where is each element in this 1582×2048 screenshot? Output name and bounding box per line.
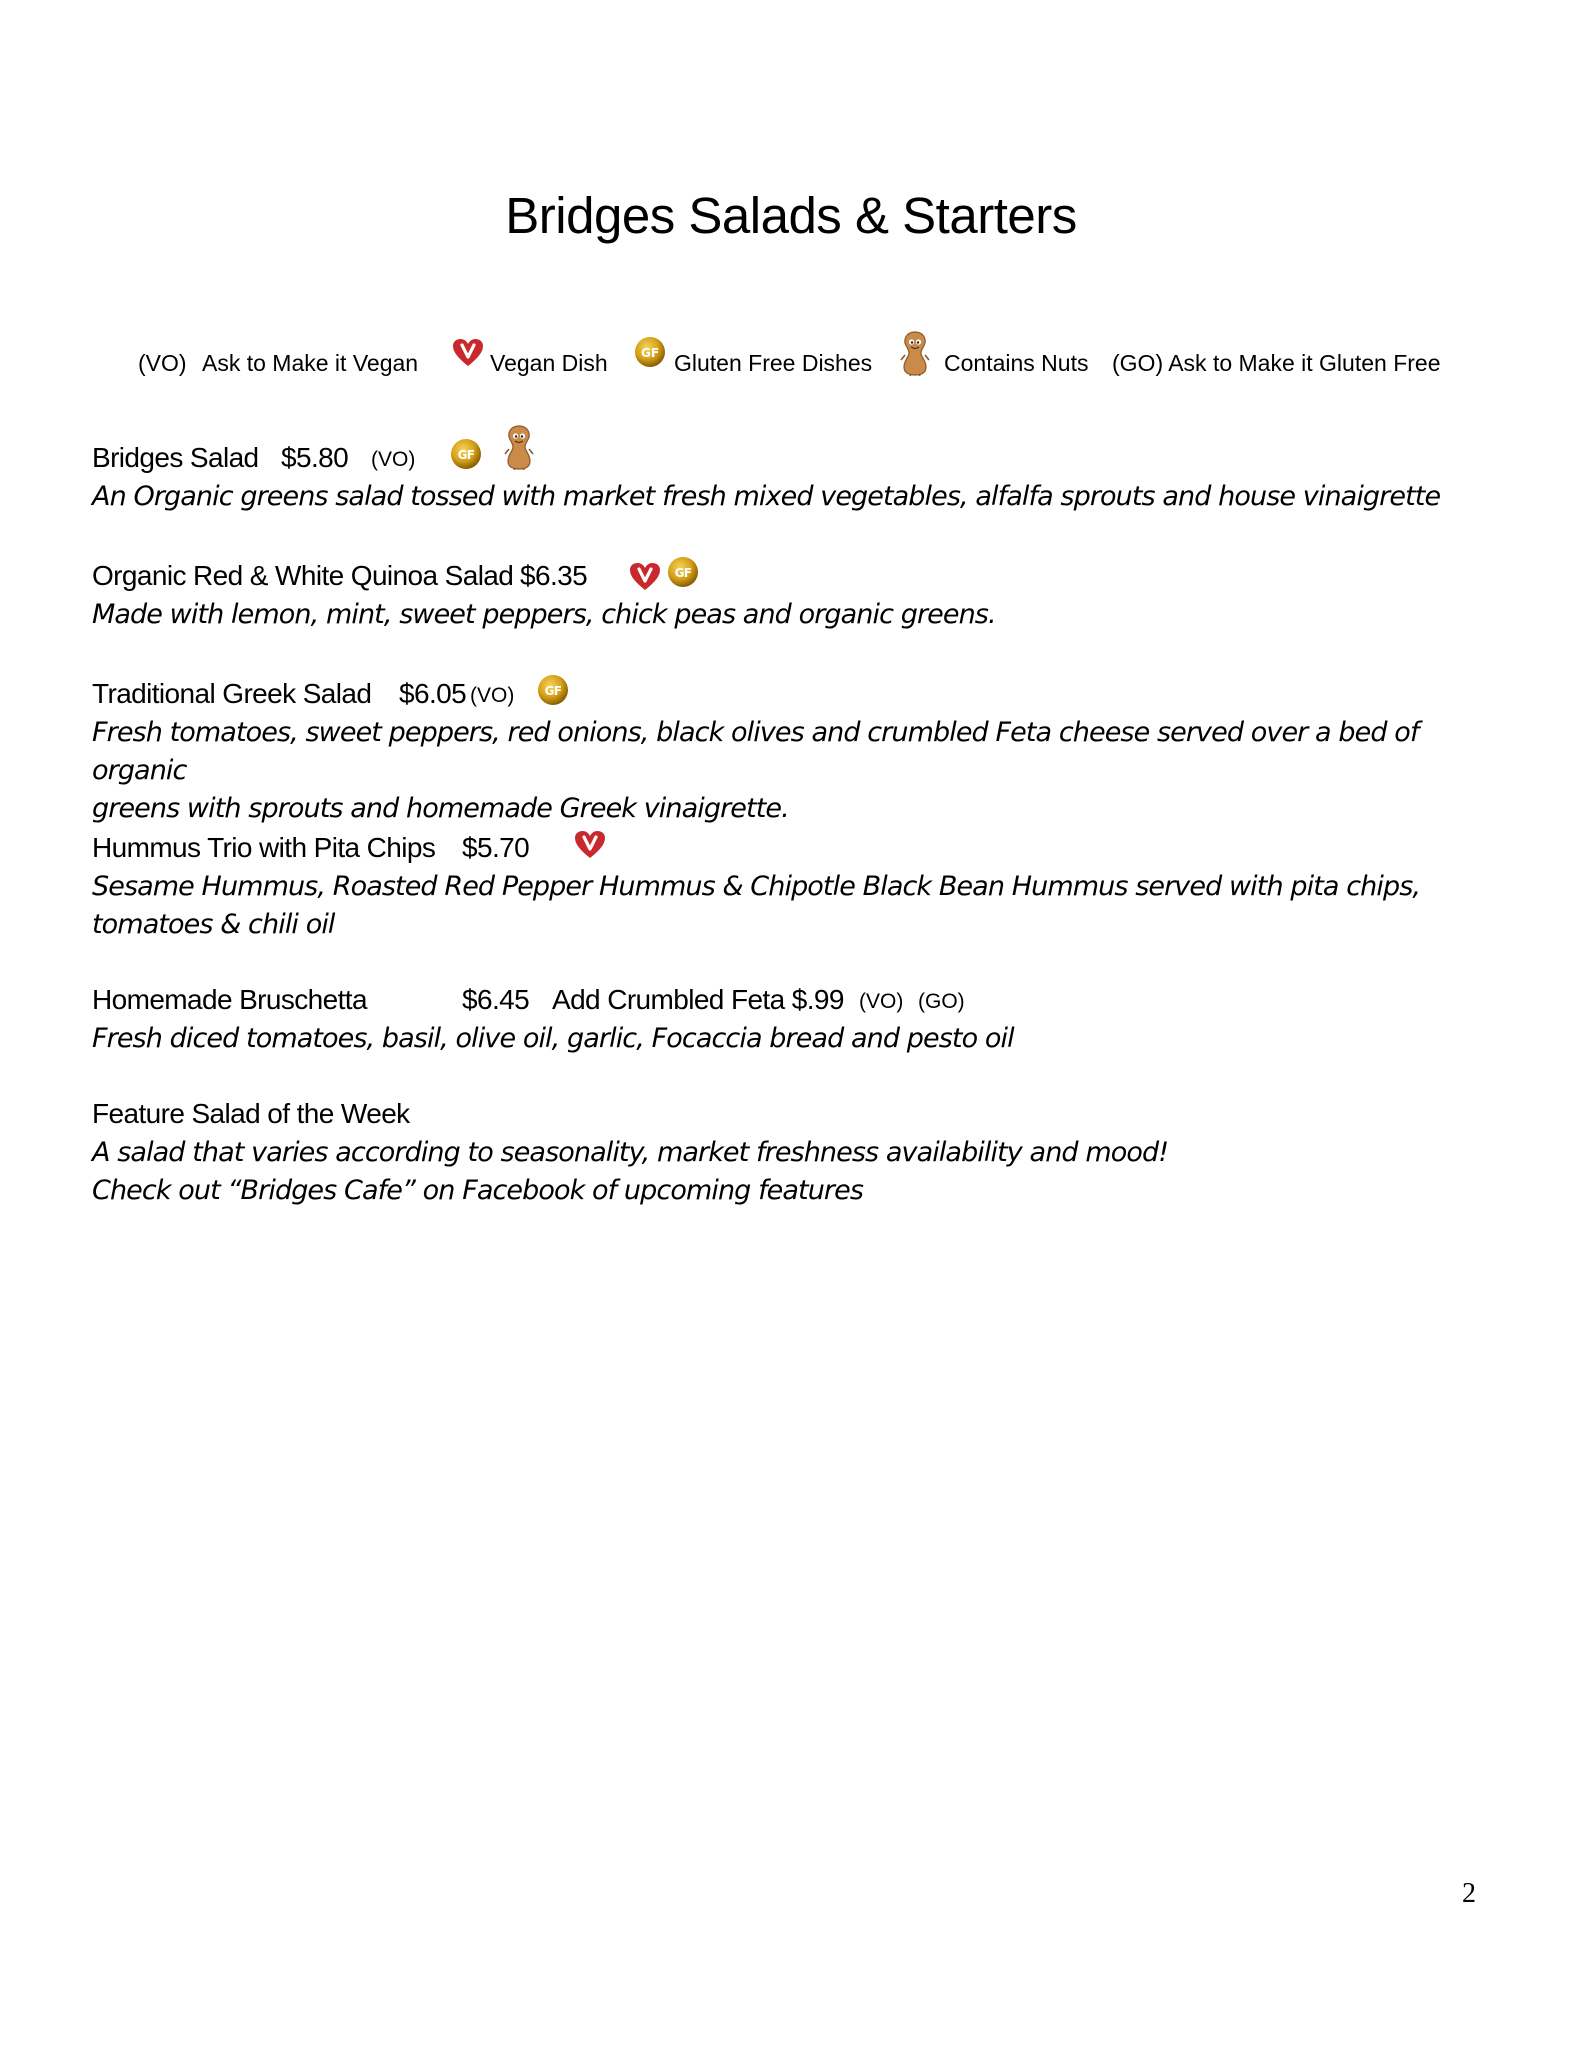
legend-vo-text: Ask to Make it Vegan xyxy=(202,350,419,376)
vegan-heart-icon xyxy=(574,830,606,867)
menu-item-quinoa-salad xyxy=(92,556,1512,634)
menu-item-bruschetta xyxy=(92,980,1512,1058)
legend-go-text: (GO) Ask to Make it Gluten Free xyxy=(1112,350,1441,376)
gf-badge-label: GF xyxy=(457,448,475,462)
legend-gf-text: Gluten Free Dishes xyxy=(674,350,873,376)
menu-item-hummus-trio xyxy=(92,828,1512,944)
item-description-line: A salad that varies according to seasonality, market freshness availability and mood! xyxy=(92,1137,1169,1168)
item-tag-go: (GO) xyxy=(918,990,965,1013)
vegan-heart-icon xyxy=(629,562,661,599)
gluten-free-badge-icon xyxy=(450,438,482,477)
page-number: 2 xyxy=(1462,1878,1476,1909)
item-price: $6.45 xyxy=(462,984,530,1015)
peanut-icon xyxy=(900,330,930,382)
gf-badge-label: GF xyxy=(674,566,692,580)
item-name: Bridges Salad xyxy=(92,442,259,473)
item-tag-vo: (VO) xyxy=(470,684,515,707)
gluten-free-badge-icon xyxy=(537,674,569,713)
item-description-line: greens with sprouts and homemade Greek vinaigrette. xyxy=(92,793,789,824)
item-price: $5.80 xyxy=(281,442,349,473)
menu-item-greek-salad xyxy=(92,674,1512,828)
item-name: Organic Red & White Quinoa Salad xyxy=(92,560,514,591)
item-tag-vo: (VO) xyxy=(371,448,416,471)
item-price: $5.70 xyxy=(462,832,530,863)
item-price: $6.35 xyxy=(520,560,588,591)
item-description-line: tomatoes & chili oil xyxy=(92,909,335,940)
gf-badge-label: GF xyxy=(640,346,660,360)
item-tag-vo: (VO) xyxy=(859,990,904,1013)
menu-item-bridges-salad xyxy=(92,438,1512,516)
item-description-line: Fresh tomatoes, sweet peppers, red onions, black olives and crumbled Feta cheese served over a bed of organic xyxy=(92,717,1419,786)
item-name: Homemade Bruschetta xyxy=(92,984,367,1015)
gluten-free-badge-icon xyxy=(667,556,699,595)
item-description-line: Sesame Hummus, Roasted Red Pepper Hummus & Chipotle Black Bean Hummus served with pita chips, xyxy=(92,871,1421,902)
item-name: Hummus Trio with Pita Chips xyxy=(92,832,436,863)
peanut-icon xyxy=(504,424,534,477)
legend-vegan-text: Vegan Dish xyxy=(490,350,608,376)
item-description: Fresh diced tomatoes, basil, olive oil, garlic, Focaccia bread and pesto oil xyxy=(92,1023,1014,1054)
gluten-free-badge-icon xyxy=(634,336,666,374)
vegan-heart-icon xyxy=(452,338,484,374)
item-addon: Add Crumbled Feta $.99 xyxy=(552,984,844,1015)
item-price: $6.05 xyxy=(399,678,467,709)
item-description-line: Check out “Bridges Cafe” on Facebook of upcoming features xyxy=(92,1175,864,1206)
legend-nuts-text: Contains Nuts xyxy=(944,350,1089,376)
item-name: Feature Salad of the Week xyxy=(92,1098,410,1129)
item-name: Traditional Greek Salad xyxy=(92,678,372,709)
menu-item-feature-salad xyxy=(92,1094,1512,1210)
item-description: Made with lemon, mint, sweet peppers, chick peas and organic greens. xyxy=(92,599,996,630)
page-title: Bridges Salads & Starters xyxy=(505,187,1077,244)
gf-badge-label: GF xyxy=(544,684,562,698)
item-description: An Organic greens salad tossed with market fresh mixed vegetables, alfalfa sprouts and house vinaigrette xyxy=(92,481,1441,512)
legend-vo-code: (VO) xyxy=(138,350,187,376)
dietary-legend xyxy=(138,330,1458,390)
